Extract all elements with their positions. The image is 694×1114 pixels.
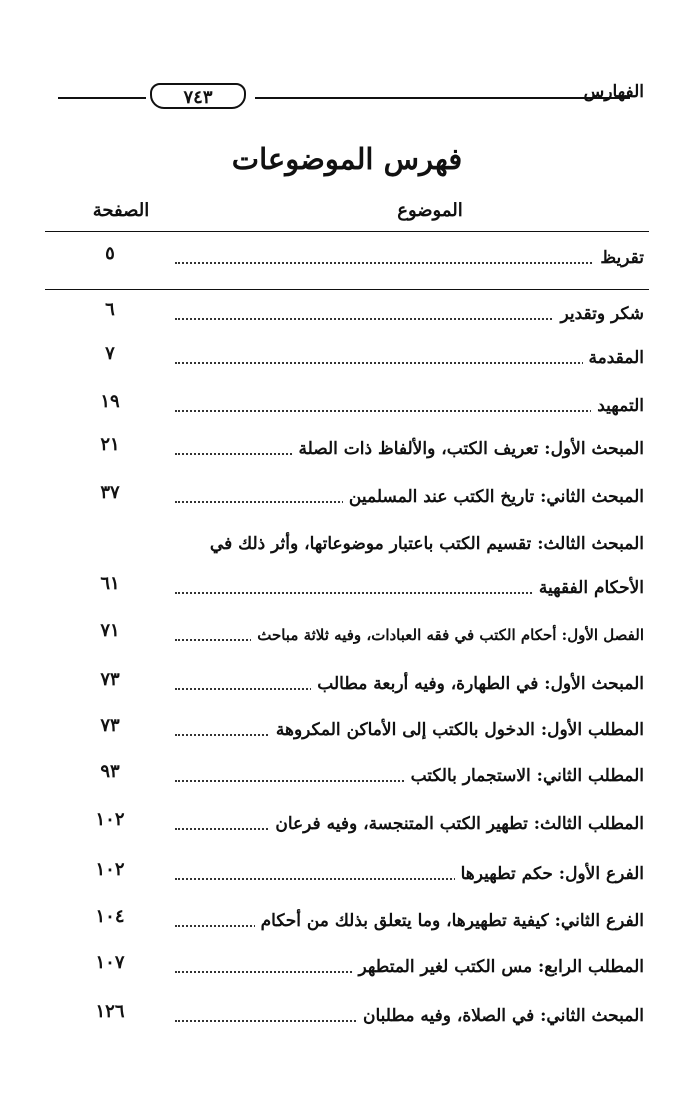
index-entry — [95, 242, 644, 274]
entry-subject: المبحث الثاني: تاريخ الكتب عند المسلمين — [343, 481, 644, 513]
entry-page: ٥ — [105, 243, 115, 264]
index-entry — [95, 433, 644, 465]
index-entry — [95, 481, 644, 513]
header-rule-left — [58, 97, 146, 99]
column-header-subject: الموضوع — [397, 200, 463, 221]
column-header-page: الصفحة — [92, 200, 150, 221]
entry-page: ١٠٧ — [95, 952, 125, 973]
header-rule-middle — [255, 97, 630, 99]
index-entry — [95, 760, 644, 792]
entry-page: ٢١ — [100, 434, 120, 455]
entry-page: ٧١ — [100, 620, 120, 641]
entry-subject: التمهيد — [591, 390, 644, 422]
entry-subject: المبحث الأول: تعريف الكتب، والألفاظ ذات الصلة — [292, 433, 644, 465]
entry-page: ٩٣ — [100, 761, 120, 782]
entry-subject: الفرع الأول: حكم تطهيرها — [455, 858, 644, 890]
dot-leader — [175, 362, 644, 364]
index-entry — [95, 668, 644, 700]
entry-subject: المطلب الأول: الدخول بالكتب إلى الأماكن المكروهة — [270, 714, 644, 746]
index-entry — [95, 858, 644, 890]
index-entry — [95, 298, 644, 330]
index-entry — [95, 342, 644, 374]
entry-page: ٧ — [105, 343, 115, 364]
index-entry — [40, 528, 644, 560]
entry-page: ٧٣ — [100, 669, 120, 690]
entry-subject: المطلب الثالث: تطهير الكتب المتنجسة، وفيه فرعان — [269, 808, 644, 840]
index-entry — [95, 714, 644, 746]
index-entry — [95, 1000, 644, 1032]
running-head — [50, 82, 644, 112]
entry-subject: الأحكام الفقهية — [533, 572, 644, 604]
entry-page: ١٠٢ — [95, 859, 125, 880]
entry-subject: شكر وتقدير — [554, 298, 644, 330]
index-entry — [95, 951, 644, 983]
section-divider — [45, 289, 649, 290]
page-number: ٧٤٣ — [150, 83, 246, 109]
index-entry — [95, 905, 644, 937]
entry-page: ١٢٦ — [95, 1001, 125, 1022]
index-entry — [95, 390, 644, 422]
dot-leader — [175, 410, 644, 412]
index-entry — [95, 572, 644, 604]
index-entry — [95, 808, 644, 840]
index-title: فهرس الموضوعات — [231, 142, 463, 176]
index-entry — [95, 619, 644, 651]
entry-subject: الفصل الأول: أحكام الكتب في فقه العبادات، وفيه ثلاثة مباحث — [251, 619, 644, 651]
entry-page: ٦ — [105, 299, 115, 320]
entry-page: ٧٣ — [100, 715, 120, 736]
entry-page: ١٠٤ — [95, 906, 125, 927]
dot-leader — [175, 262, 644, 264]
entry-subject: المبحث الثالث: تقسيم الكتب باعتبار موضوعاتها، وأثر ذلك في — [209, 534, 644, 554]
entry-page: ١٩ — [100, 391, 120, 412]
entry-subject: المبحث الثاني: في الصلاة، وفيه مطلبان — [357, 1000, 644, 1032]
entry-subject: المطلب الثاني: الاستجمار بالكتب — [405, 760, 644, 792]
entry-page: ١٠٢ — [95, 809, 125, 830]
header-divider — [45, 231, 649, 232]
running-head-title: الفهارس — [583, 82, 644, 102]
entry-subject: الفرع الثاني: كيفية تطهيرها، وما يتعلق بذلك من أحكام — [255, 905, 644, 937]
entry-subject: المبحث الأول: في الطهارة، وفيه أربعة مطالب — [311, 668, 644, 700]
entry-page: ٦١ — [100, 573, 120, 594]
entry-subject: تقريظ — [594, 242, 644, 274]
entry-subject: المقدمة — [583, 342, 644, 374]
entry-subject: المطلب الرابع: مس الكتب لغير المتطهر — [353, 951, 644, 983]
entry-page: ٣٧ — [100, 482, 120, 503]
